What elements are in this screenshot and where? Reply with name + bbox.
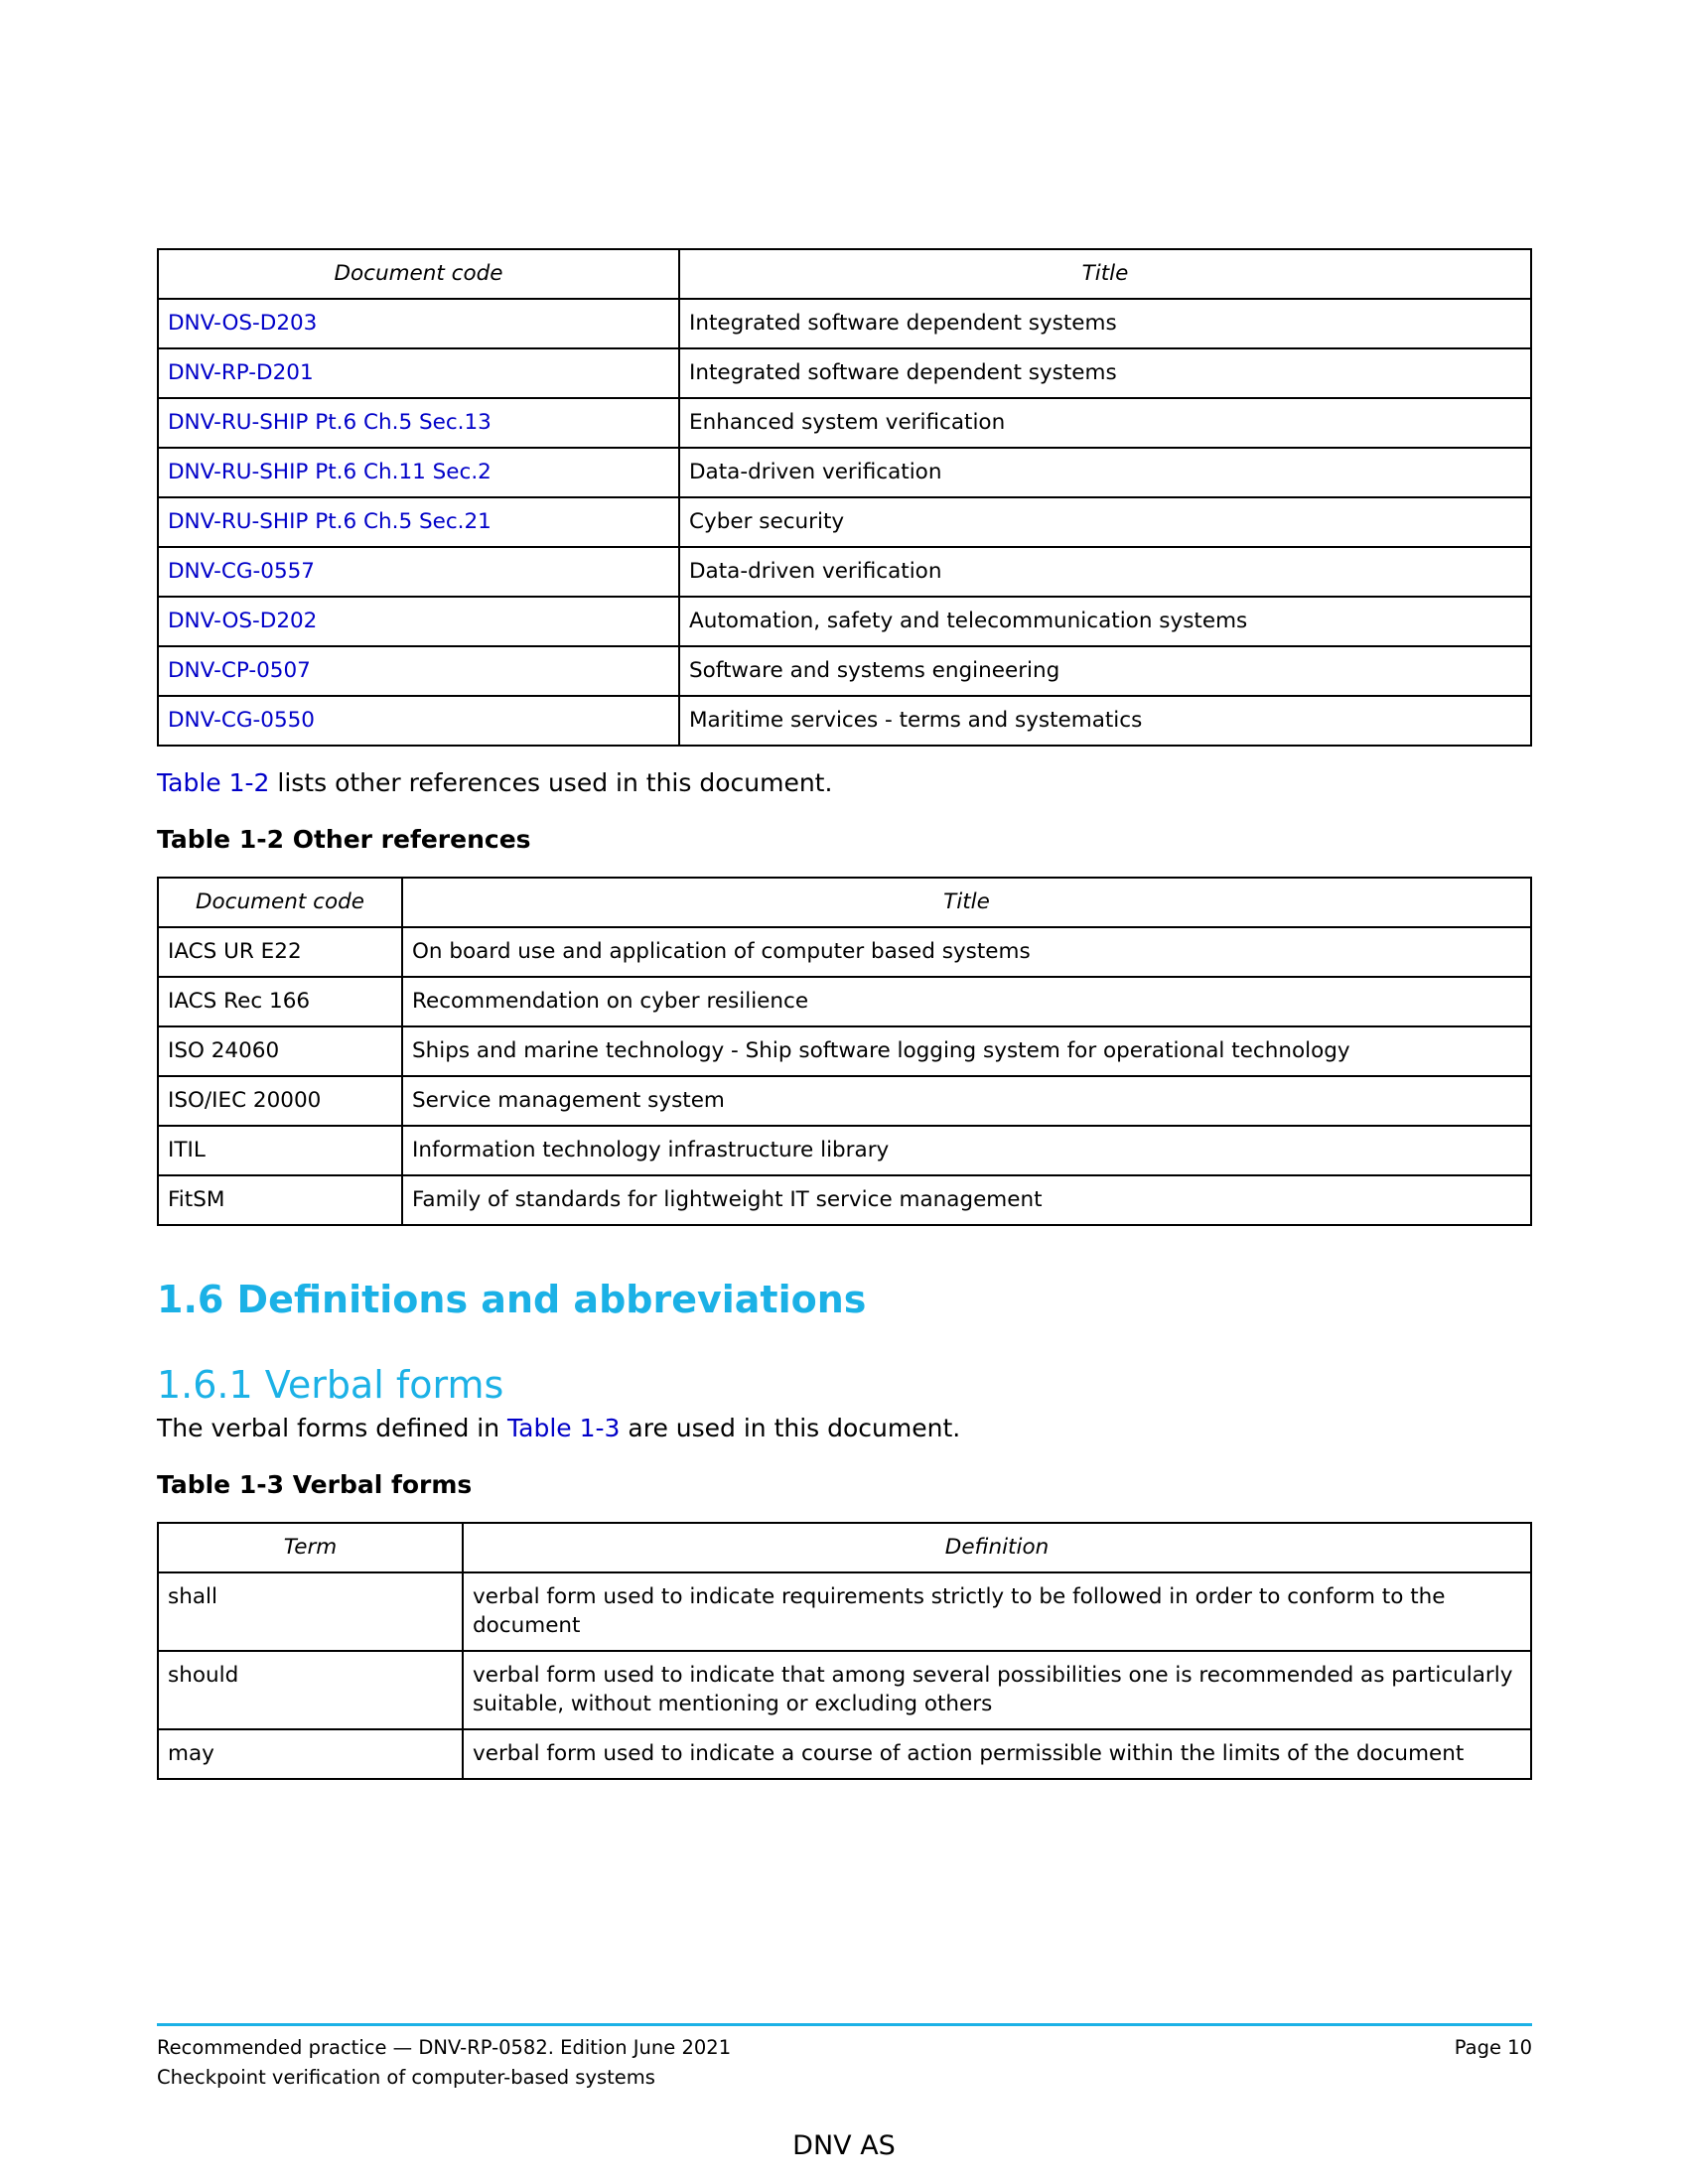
table-header-row xyxy=(158,1523,1531,1572)
column-header-code: Document code xyxy=(158,878,402,927)
table-caption: Table 1-2 Other references xyxy=(157,825,531,854)
document-code-link[interactable]: DNV-OS-D202 xyxy=(158,597,679,646)
table-row xyxy=(158,1729,1531,1779)
document-code-link[interactable]: DNV-RP-D201 xyxy=(158,348,679,398)
document-code-link[interactable]: DNV-RU-SHIP Pt.6 Ch.5 Sec.13 xyxy=(158,398,679,448)
document-title: Integrated software dependent systems xyxy=(679,299,1531,348)
table-row xyxy=(158,1651,1531,1729)
table-row xyxy=(158,1026,1531,1076)
verbal-forms-table xyxy=(157,1522,1532,1780)
document-code-link[interactable]: DNV-CG-0557 xyxy=(158,547,679,597)
document-code-link[interactable]: DNV-RU-SHIP Pt.6 Ch.11 Sec.2 xyxy=(158,448,679,497)
column-header-definition: Definition xyxy=(463,1523,1531,1572)
table-1-3-link[interactable]: Table 1-3 xyxy=(507,1414,621,1442)
definition: verbal form used to indicate a course of action permissible within the limits of the document xyxy=(463,1729,1531,1779)
table-row xyxy=(158,977,1531,1026)
document-title: Software and systems engineering xyxy=(679,646,1531,696)
footer-divider xyxy=(157,2023,1532,2026)
document-title: Recommendation on cyber resilience xyxy=(402,977,1531,1026)
definition: verbal form used to indicate that among several possibilities one is recommended as particularly suitable, without mentioning or excluding others xyxy=(463,1651,1531,1729)
document-code: ITIL xyxy=(158,1126,402,1175)
table-header-row xyxy=(158,249,1531,299)
document-title: Information technology infrastructure library xyxy=(402,1126,1531,1175)
page-content xyxy=(157,248,1532,1780)
document-title: Data-driven verification xyxy=(679,547,1531,597)
table-row xyxy=(158,1572,1531,1651)
table-row xyxy=(158,398,1531,448)
paragraph-text: are used in this document. xyxy=(620,1414,961,1442)
document-title: Enhanced system verification xyxy=(679,398,1531,448)
page-number: Page 10 xyxy=(1454,2036,1532,2059)
page-footer xyxy=(157,2033,1532,2093)
term: may xyxy=(158,1729,463,1779)
document-code: FitSM xyxy=(158,1175,402,1225)
document-code-link[interactable]: DNV-OS-D203 xyxy=(158,299,679,348)
column-header-code: Document code xyxy=(158,249,679,299)
document-code: IACS Rec 166 xyxy=(158,977,402,1026)
document-title: Data-driven verification xyxy=(679,448,1531,497)
table-caption: Table 1-3 Verbal forms xyxy=(157,1470,473,1499)
document-title: Maritime services - terms and systematics xyxy=(679,696,1531,746)
paragraph-text: lists other references used in this document. xyxy=(269,768,833,797)
column-header-title: Title xyxy=(679,249,1531,299)
table-row xyxy=(158,1076,1531,1126)
document-title: Service management system xyxy=(402,1076,1531,1126)
table-row xyxy=(158,1126,1531,1175)
table-row xyxy=(158,696,1531,746)
table-row xyxy=(158,646,1531,696)
document-code: IACS UR E22 xyxy=(158,927,402,977)
table-header-row xyxy=(158,878,1531,927)
document-title: Cyber security xyxy=(679,497,1531,547)
table-row xyxy=(158,448,1531,497)
document-code-link[interactable]: DNV-CG-0550 xyxy=(158,696,679,746)
table-row xyxy=(158,927,1531,977)
footer-title-line: Checkpoint verification of computer-based systems xyxy=(157,2066,655,2089)
document-title: Family of standards for lightweight IT service management xyxy=(402,1175,1531,1225)
table-row xyxy=(158,348,1531,398)
table-row xyxy=(158,497,1531,547)
table-row xyxy=(158,299,1531,348)
definition: verbal form used to indicate requirements strictly to be followed in order to conform to the document xyxy=(463,1572,1531,1651)
document-code-link[interactable]: DNV-CP-0507 xyxy=(158,646,679,696)
table-row xyxy=(158,597,1531,646)
term: shall xyxy=(158,1572,463,1651)
table-row xyxy=(158,1175,1531,1225)
table-reference-paragraph xyxy=(157,766,1532,800)
references-table xyxy=(157,248,1532,747)
column-header-term: Term xyxy=(158,1523,463,1572)
company-name: DNV AS xyxy=(792,2130,896,2161)
document-title: Automation, safety and telecommunication systems xyxy=(679,597,1531,646)
verbal-forms-paragraph xyxy=(157,1412,1532,1445)
document-code: ISO 24060 xyxy=(158,1026,402,1076)
table-row xyxy=(158,547,1531,597)
document-code-link[interactable]: DNV-RU-SHIP Pt.6 Ch.5 Sec.21 xyxy=(158,497,679,547)
paragraph-text: The verbal forms defined in xyxy=(157,1414,508,1442)
column-header-title: Title xyxy=(402,878,1531,927)
document-title: Integrated software dependent systems xyxy=(679,348,1531,398)
other-references-table xyxy=(157,877,1532,1226)
subsection-heading: 1.6.1 Verbal forms xyxy=(157,1363,504,1407)
table-1-2-link[interactable]: Table 1-2 xyxy=(157,768,270,797)
section-heading: 1.6 Definitions and abbreviations xyxy=(157,1278,867,1321)
term: should xyxy=(158,1651,463,1729)
document-title: Ships and marine technology - Ship software logging system for operational technology xyxy=(402,1026,1531,1076)
document-title: On board use and application of computer based systems xyxy=(402,927,1531,977)
footer-document-line: Recommended practice — DNV-RP-0582. Edition June 2021 xyxy=(157,2036,732,2059)
document-code: ISO/IEC 20000 xyxy=(158,1076,402,1126)
